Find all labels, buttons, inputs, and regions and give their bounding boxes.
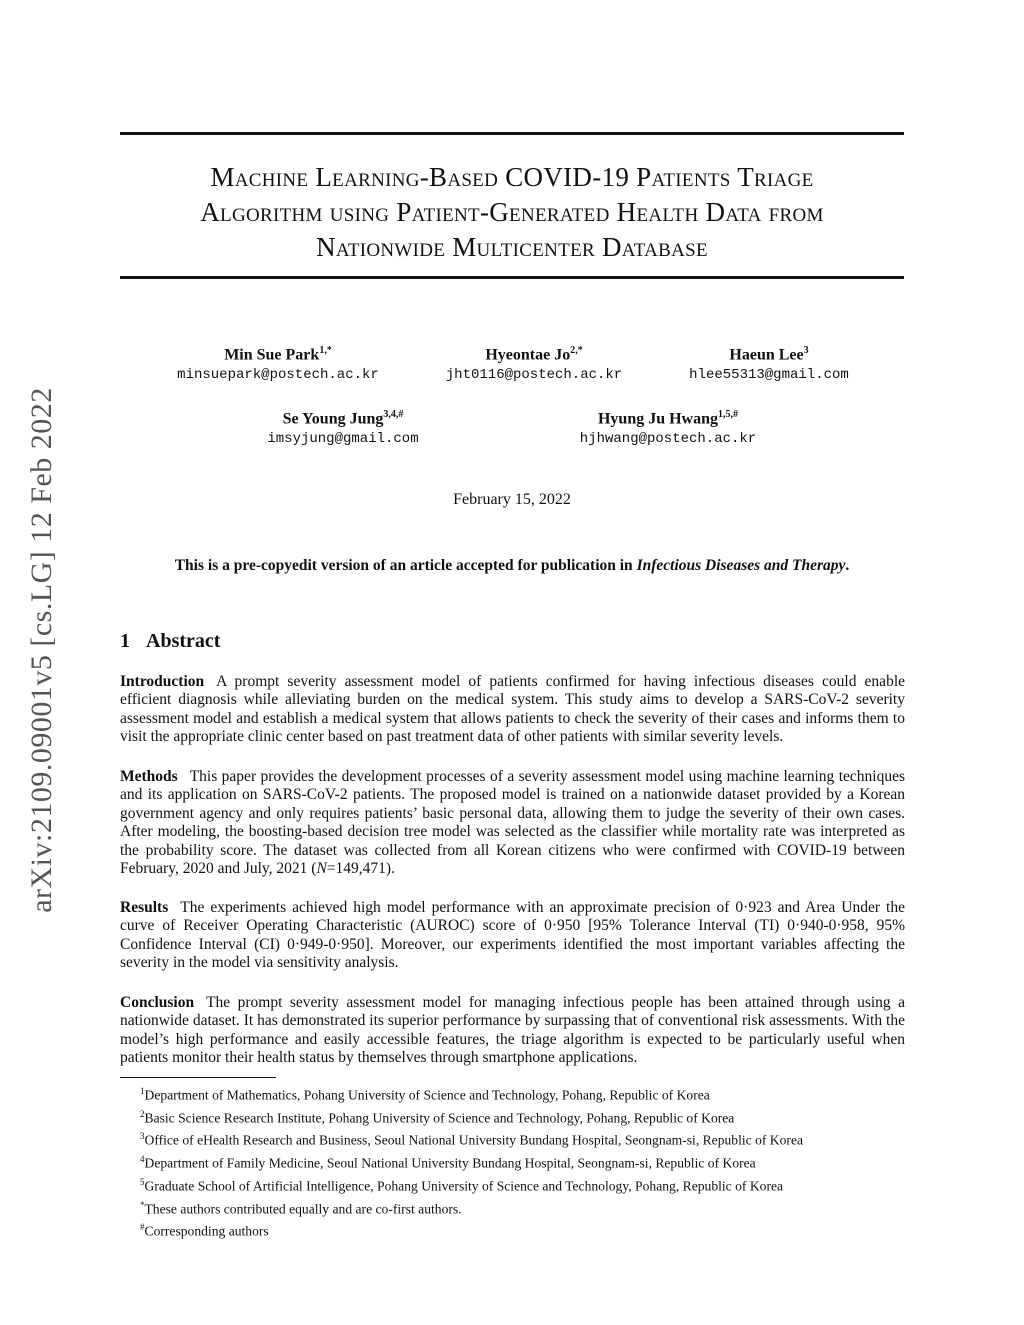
author-affil: 1,5,#	[718, 409, 739, 420]
footnote-mark: 4	[140, 1154, 145, 1165]
paragraph-text-end: =149,471).	[326, 860, 395, 878]
author-name: Se Young Jung	[282, 410, 384, 428]
footnote-mark: 3	[140, 1131, 145, 1142]
title-top-rule	[120, 132, 904, 135]
journal-name: Infectious Diseases and Therapy	[636, 557, 846, 574]
footnote-mark: #	[140, 1222, 145, 1233]
arxiv-stamp	[22, 355, 62, 945]
footnote-text: Corresponding authors	[144, 1223, 269, 1239]
section-heading	[120, 630, 220, 653]
footnote-rule	[120, 1077, 276, 1078]
paper-title	[120, 160, 904, 265]
author-name: Hyeontae Jo	[485, 346, 571, 364]
footnote-5	[140, 1173, 920, 1196]
footnote-3	[140, 1127, 920, 1150]
footnote-text: Basic Science Research Institute, Pohang University of Science and Technology, Pohang, Republic of Korea	[144, 1110, 735, 1126]
author-affil: 1,*	[319, 345, 332, 356]
author-4	[223, 405, 463, 449]
footnote-mark: *	[140, 1199, 145, 1210]
section-number: 1	[120, 630, 130, 652]
footnote-corresponding	[140, 1218, 920, 1241]
author-email: imsyjung@gmail.com	[267, 431, 419, 448]
footnote-mark: 1	[140, 1086, 145, 1096]
footnotes	[140, 1082, 920, 1241]
author-name: Hyung Ju Hwang	[597, 410, 719, 428]
paragraph-label: Conclusion	[120, 994, 195, 1011]
author-name: Haeun Lee	[729, 346, 804, 364]
paragraph-text: The experiments achieved high model performance with an approximate precision of 0·923 and Area Under the curve of Receiver Operating Characteristic (AUROC) score of 0·950 [95% Tolerance Interval (TI) 0·940-0·958, 95% Confidence Interval (CI) 0·949-0·950]. Moreover, our experiments identified the most important variables affecting the severity in the model via sensitivity analysis.	[120, 899, 905, 972]
arxiv-stamp-text: arXiv:2109.09001v5 [cs.LG] 12 Feb 2022	[25, 387, 58, 913]
author-2	[414, 341, 654, 385]
paragraph-label: Results	[120, 899, 169, 916]
author-3	[649, 341, 889, 385]
author-email: hlee55313@gmail.com	[689, 367, 849, 384]
author-affil: 3	[803, 345, 809, 356]
abstract-introduction	[120, 673, 905, 747]
notice-text: This is a pre-copyedit version of an article accepted for publication in	[174, 557, 637, 574]
author-affil: 3,4,#	[383, 409, 404, 420]
abstract-methods	[120, 768, 905, 878]
author-email: jht0116@postech.ac.kr	[445, 367, 623, 384]
footnote-text: These authors contributed equally and are co-first authors.	[144, 1201, 462, 1217]
publication-date: February 15, 2022	[453, 491, 571, 508]
footnote-co-first	[140, 1196, 920, 1219]
abstract-results	[120, 899, 905, 973]
author-email: hjhwang@postech.ac.kr	[579, 431, 757, 448]
author-affil: 2,*	[570, 345, 583, 356]
footnote-1	[140, 1082, 920, 1105]
paragraph-text: This paper provides the development processes of a severity assessment model using machine learning techniques and its application on SARS-CoV-2 patients. The proposed model is trained on a nationwide dataset provided by a Korean government agency and only requires patients’ basic personal data, allowing them to judge the severity of their own cases. After modeling, the boosting-based decision tree model was selected as the classifier while mortality rate was interpreted as the probability score. The dataset was collected from all Korean citizens who were confirmed with COVID-19 between February, 2020 and July, 2021 (	[120, 768, 905, 878]
title-line-1: Machine Learning-Based COVID-19 Patients Triage	[210, 162, 814, 192]
footnote-text: Department of Mathematics, Pohang University of Science and Technology, Pohang, Republic of Korea	[144, 1087, 710, 1103]
footnote-text: Graduate School of Artificial Intelligence, Pohang University of Science and Technology, Pohang, Republic of Korea	[144, 1178, 784, 1194]
footnote-2	[140, 1105, 920, 1128]
footnote-text: Department of Family Medicine, Seoul National University Bundang Hospital, Seongnam-si, Republic of Korea	[144, 1155, 756, 1171]
title-line-2: Algorithm using Patient-Generated Health Data from	[200, 197, 824, 227]
footnote-4	[140, 1150, 920, 1173]
author-email: minsuepark@postech.ac.kr	[177, 367, 379, 384]
n-symbol: N	[316, 860, 327, 878]
footnote-mark: 2	[140, 1108, 145, 1119]
paragraph-text: The prompt severity assessment model for managing infectious people has been attained through using a nationwide dataset. It has demonstrated its superior performance by surpassing that of conventional risk assessments. With the model’s high performance and easily accessible features, the triage algorithm is expected to be particularly useful when patients monitor their health status by themselves through smartphone applications.	[120, 994, 905, 1067]
paragraph-text: A prompt severity assessment model of patients confirmed for having infectious diseases could enable efficient diagnosis while alleviating burden on the medical system. This study aims to develop a SARS-CoV-2 severity assessment model and establish a medical system that allows patients to check the severity of their cases and informs them to visit the appropriate clinic center based on past treatment data of other patients with similar severity levels.	[120, 673, 905, 746]
paragraph-label: Introduction	[120, 673, 205, 690]
title-line-3: Nationwide Multicenter Database	[316, 232, 708, 262]
publication-notice	[120, 557, 904, 575]
title-bottom-rule	[120, 276, 904, 279]
author-name: Min Sue Park	[224, 346, 320, 364]
paragraph-label: Methods	[120, 768, 178, 785]
notice-end: .	[845, 557, 850, 574]
abstract-conclusion	[120, 994, 905, 1068]
footnote-text: Office of eHealth Research and Business, Seoul National University Bundang Hospital, Seongnam-si, Republic of Korea	[144, 1133, 804, 1148]
section-title: Abstract	[146, 630, 221, 652]
author-1	[158, 341, 398, 385]
footnote-mark: 5	[140, 1176, 145, 1187]
author-5	[548, 405, 788, 449]
